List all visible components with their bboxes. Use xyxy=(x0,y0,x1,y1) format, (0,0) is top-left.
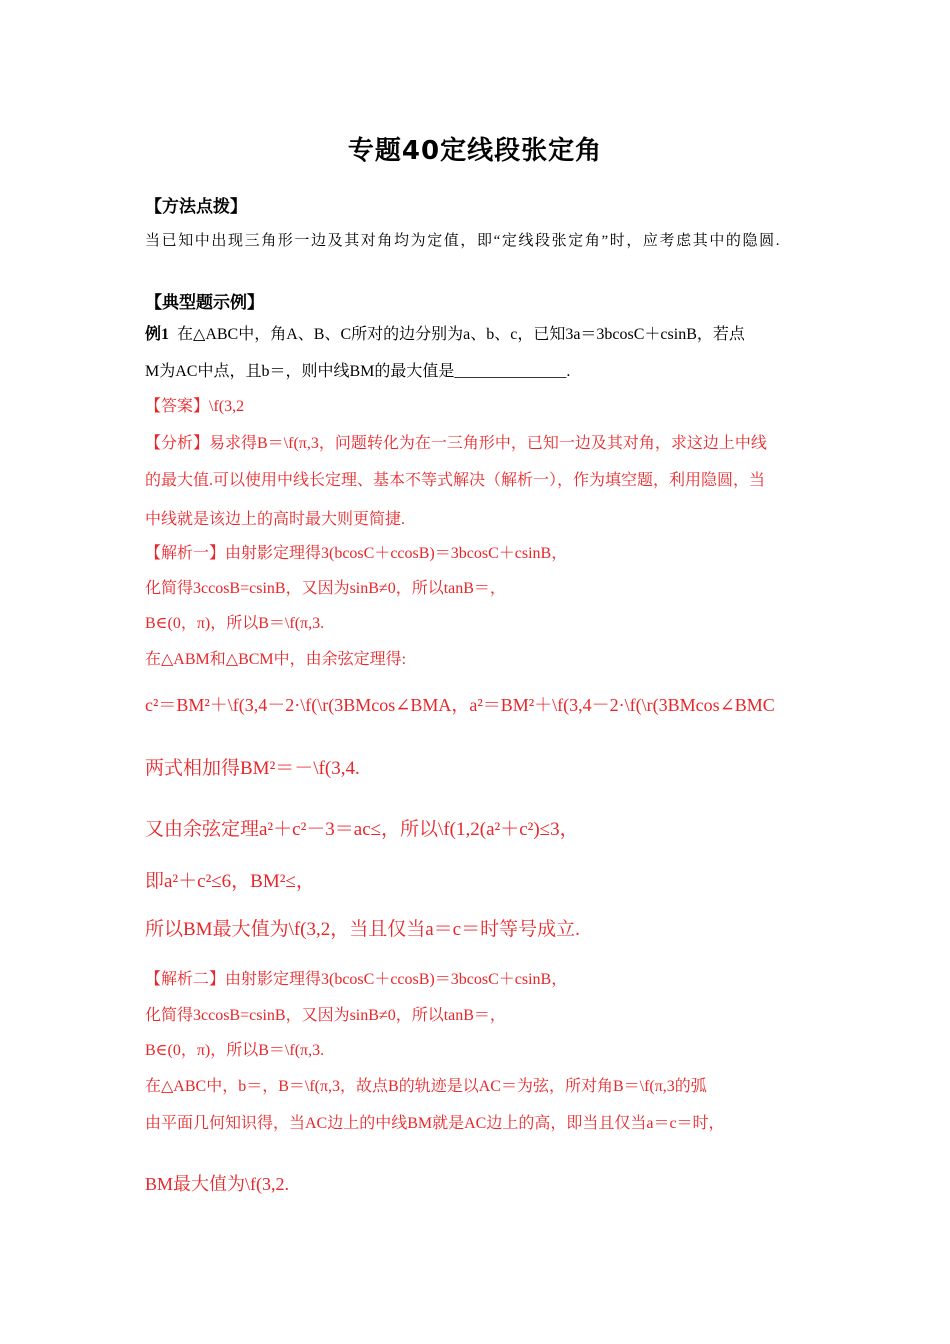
analysis-line-1: 【分析】易求得B＝\f(π,3，问题转化为在一三角形中，已知一边及其对角，求这边上中线 xyxy=(145,435,767,452)
page-title: 专题40定线段张定角 xyxy=(347,136,603,166)
method-text: 当已知中出现三角形一边及其对角均为定值，即“定线段张定角”时，应考虑其中的隐圆. xyxy=(145,233,782,249)
analysis-line-2: 的最大值.可以使用中线长定理、基本不等式解决（解析一），作为填空题，利用隐圆，当 xyxy=(145,472,766,489)
solution2-line-5: 由平面几何知识得，当AC边上的中线BM就是AC边上的高，即当且仅当a＝c＝时， xyxy=(145,1115,725,1132)
solution1-line-4: 在△ABM和△BCM中，由余弦定理得: xyxy=(145,651,407,668)
analysis-line-3: 中线就是该边上的高时最大则更简捷. xyxy=(145,511,406,528)
examples-header: 【典型题示例】 xyxy=(145,293,264,313)
solution1-line-7: 又由余弦定理a²＋c²－3＝ac≤，所以\f(1,2(a²＋c²)≤3， xyxy=(145,819,579,840)
solution2-line-4: 在△ABC中，b＝，B＝\f(π,3，故点B的轨迹是以AC＝为弦，所对角B＝\f(π,3的弧 xyxy=(145,1078,707,1095)
solution1-line-9: 所以BM最大值为\f(3,2，当且仅当a＝c＝时等号成立. xyxy=(145,919,580,940)
solution2-line-1: 【解析二】由射影定理得3(bcosC＋ccosB)＝3bcosC＋csinB， xyxy=(145,971,568,988)
solution1-line-3: B∈(0，π)，所以B＝\f(π,3. xyxy=(145,615,325,632)
solution2-line-3: B∈(0，π)，所以B＝\f(π,3. xyxy=(145,1042,325,1059)
solution2-line-2: 化简得3ccosB=csinB，又因为sinB≠0，所以tanB＝， xyxy=(145,1007,506,1024)
solution2-line-6: BM最大值为\f(3,2. xyxy=(145,1174,289,1194)
solution1-line-5: c²＝BM²＋\f(3,4－2·\f(\r(3BMcos∠BMA，a²＝BM²＋\f(3,4－2·\f(\r(3BMcos∠BMC xyxy=(145,695,775,715)
solution1-line-6: 两式相加得BM²＝－\f(3,4. xyxy=(145,758,360,779)
answer: 【答案】\f(3,2 xyxy=(145,398,245,415)
solution1-line-8: 即a²＋c²≤6，BM²≤， xyxy=(145,871,315,892)
example1-label: 例1 xyxy=(145,326,170,343)
solution1-line-2: 化简得3ccosB=csinB，又因为sinB≠0，所以tanB＝， xyxy=(145,580,506,597)
example1-line1 xyxy=(145,321,745,344)
method-header: 【方法点拨】 xyxy=(145,197,247,217)
solution1-line-1: 【解析一】由射影定理得3(bcosC＋ccosB)＝3bcosC＋csinB， xyxy=(145,545,568,562)
example1-text1: 在△ABC中，角A、B、C所对的边分别为a、b、c，已知3a＝3bcosC＋csinB，若点 xyxy=(177,326,745,343)
example1-line2: M为AC中点，且b＝，则中线BM的最大值是______________. xyxy=(145,363,571,380)
